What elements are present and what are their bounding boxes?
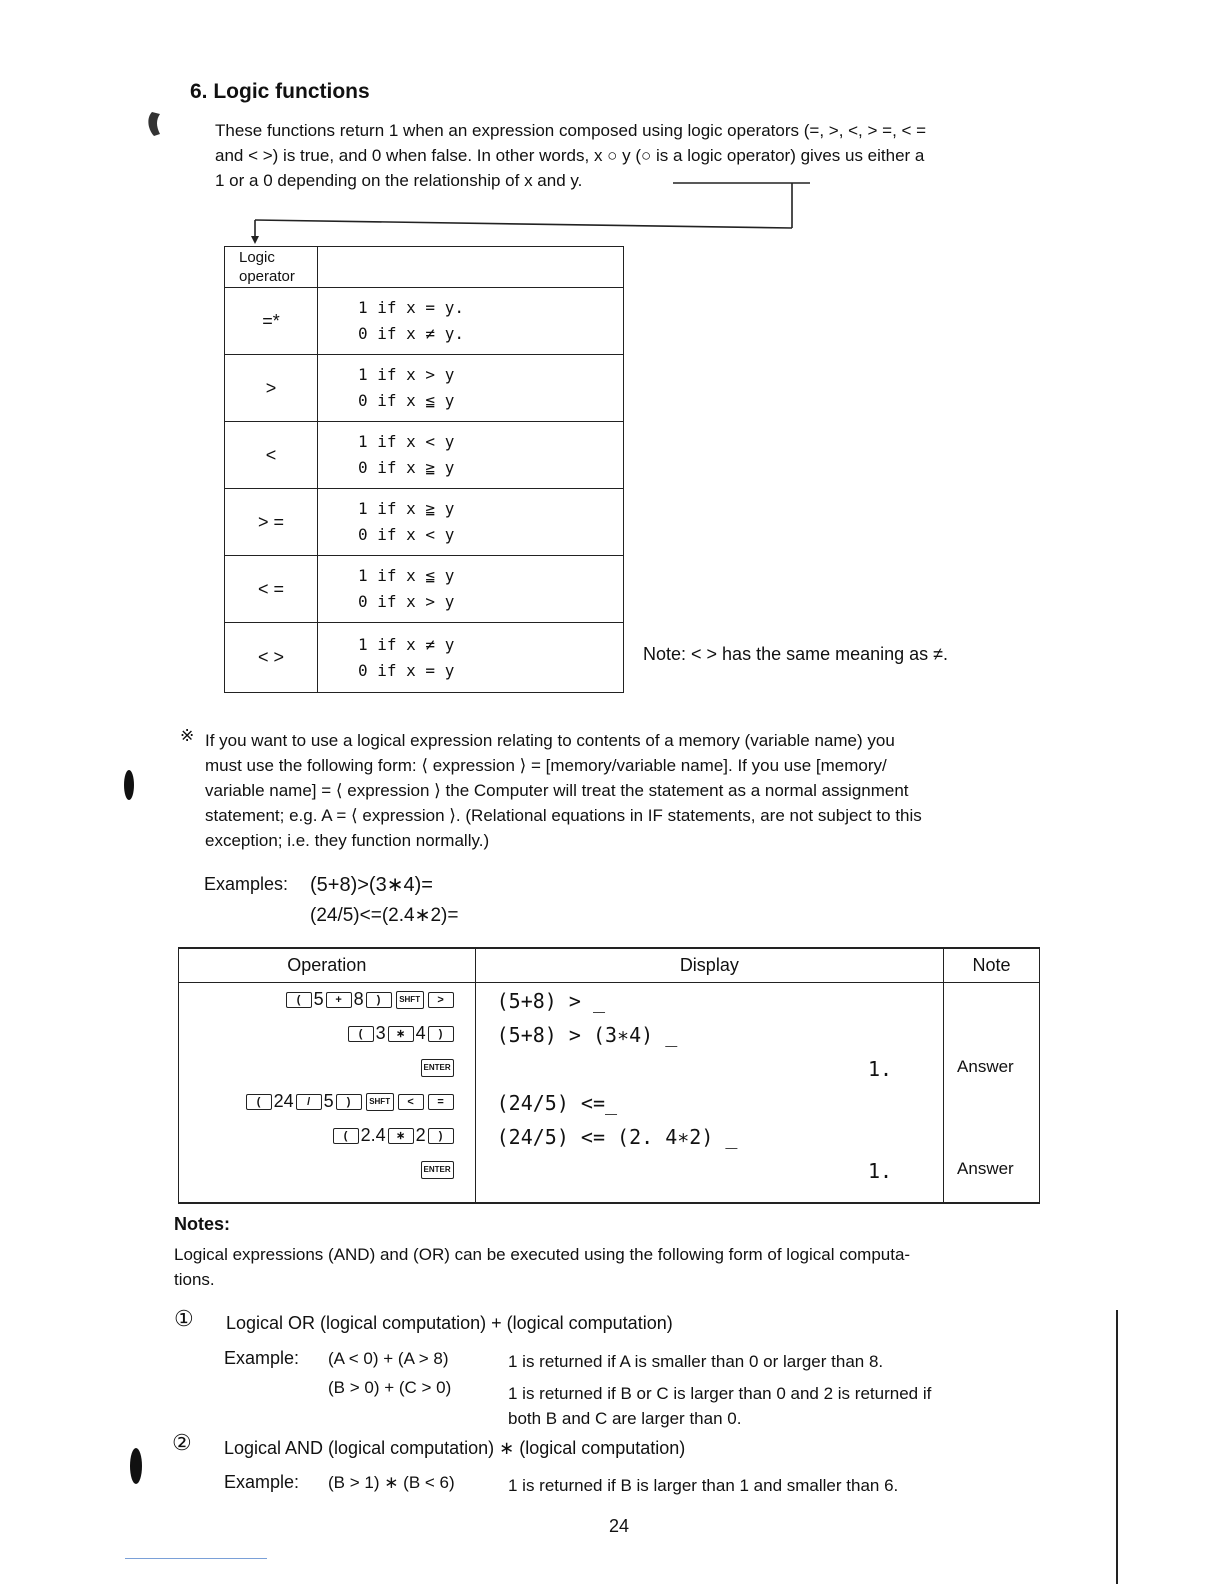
key-close-paren: ) — [428, 1128, 454, 1144]
key-open-paren: ( — [246, 1094, 272, 1110]
note-line: exception; i.e. they function normally.) — [205, 831, 490, 850]
key-shift: SHFT — [396, 991, 424, 1009]
desc-line: 1 is returned if B or C is larger than 0 and 2 is returned if — [508, 1384, 932, 1403]
header-operator-label: operator — [239, 268, 295, 285]
key-greater: > — [428, 992, 454, 1008]
table-row — [225, 623, 624, 693]
display-line: (5+8) > (3∗4) _ — [496, 1023, 678, 1047]
key-multiply: ∗ — [388, 1128, 414, 1144]
asterisk-mark: ※ — [180, 726, 195, 745]
item-1-example-1-expr: (A < 0) + (A > 8) — [328, 1349, 449, 1368]
logic-operator-table — [224, 246, 624, 693]
operator-cell: =* — [225, 288, 318, 355]
scan-blot — [130, 1448, 142, 1484]
section-title: 6. Logic functions — [190, 80, 370, 103]
intro-line-3: 1 or a 0 depending on the relationship of x and y. — [215, 171, 583, 190]
key-close-paren: ) — [366, 992, 392, 1008]
key-close-paren: ) — [428, 1026, 454, 1042]
item-2-example-desc: 1 is returned if B is larger than 1 and smaller than 6. — [508, 1476, 899, 1495]
definition-cell — [318, 556, 624, 623]
note-line: statement; e.g. A = ⟨ expression ⟩. (Relational equations in IF statements, are not subject to this — [205, 806, 922, 825]
header-note: Note — [944, 948, 1040, 983]
definition-cell — [318, 422, 624, 489]
key-close-paren: ) — [336, 1094, 362, 1110]
note-column — [944, 983, 1040, 1201]
key-shift: SHFT — [366, 1093, 394, 1111]
key-equals: = — [428, 1094, 454, 1110]
table-row — [225, 556, 624, 623]
notes-intro-line: tions. — [174, 1270, 215, 1289]
true-case: 1 if x ≧ y — [358, 499, 455, 518]
example-expression-1: (5+8)>(3∗4)= — [310, 874, 433, 896]
intro-line-1: These functions return 1 when an expression composed using logic operators (=, >, <, > =, < = — [215, 121, 927, 140]
keystroke-row — [180, 989, 474, 1023]
operator-cell: < > — [225, 623, 318, 693]
false-case: 0 if x < y — [358, 525, 455, 544]
key-open-paren: ( — [286, 992, 312, 1008]
example-operation-table — [178, 947, 1040, 1204]
definition-cell — [318, 355, 624, 422]
key-digit: 4 — [415, 1023, 426, 1043]
true-case: 1 if x > y — [358, 365, 455, 384]
item-2-title: Logical AND (logical computation) ∗ (logical computation) — [224, 1438, 686, 1458]
note-line: variable name] = ⟨ expression ⟩ the Computer will treat the statement as a normal assignment — [205, 781, 909, 800]
item-1-number: ① — [174, 1306, 194, 1331]
item-2-example-expr: (B > 1) ∗ (B < 6) — [328, 1473, 455, 1492]
key-digit: 3 — [375, 1023, 386, 1043]
scan-blot — [124, 770, 134, 800]
item-1-example-label: Example: — [224, 1348, 300, 1368]
key-plus: + — [326, 992, 352, 1008]
example-expression-2: (24/5)<=(2.4∗2)= — [310, 905, 459, 926]
note-cell — [945, 1125, 1038, 1159]
table-header-operator — [225, 247, 318, 288]
note-cell — [945, 1091, 1038, 1125]
true-case: 1 if x ≠ y — [358, 634, 455, 654]
note-cell: Answer — [957, 1159, 1014, 1178]
key-less: < — [398, 1094, 424, 1110]
operator-cell: < = — [225, 556, 318, 623]
scan-mark-top — [140, 100, 190, 150]
key-open-paren: ( — [348, 1026, 374, 1042]
false-case: 0 if x ≦ y — [358, 391, 455, 410]
operator-cell: > — [225, 355, 318, 422]
not-equal-note: Note: < > has the same meaning as ≠. — [643, 644, 949, 664]
table-row — [225, 355, 624, 422]
keystroke-row — [180, 1057, 474, 1091]
display-line: (24/5) <= (2. 4∗2) _ — [496, 1125, 738, 1149]
table-row — [225, 422, 624, 489]
key-divide: / — [296, 1094, 322, 1110]
definition-cell — [318, 489, 624, 556]
key-digit: 2 — [415, 1125, 426, 1145]
key-digit: 24 — [273, 1091, 294, 1111]
footer-rule — [125, 1558, 267, 1559]
display-result: 1. — [867, 1159, 893, 1183]
operator-cell: < — [225, 422, 318, 489]
keystroke-row — [180, 1023, 474, 1057]
operator-cell: > = — [225, 489, 318, 556]
keystroke-row — [180, 1159, 474, 1199]
key-digit: 8 — [353, 989, 364, 1009]
table-row — [225, 489, 624, 556]
false-case: 0 if x ≧ y — [358, 458, 455, 477]
notes-heading: Notes: — [174, 1214, 231, 1234]
note-cell: Answer — [957, 1057, 1014, 1076]
key-enter: ENTER — [421, 1059, 454, 1077]
header-display: Display — [475, 948, 943, 983]
item-2-example-label: Example: — [224, 1472, 300, 1492]
table-row — [225, 288, 624, 355]
header-operation: Operation — [179, 948, 476, 983]
true-case: 1 if x ≦ y — [358, 566, 455, 585]
note-cell — [945, 1023, 1038, 1057]
key-enter: ENTER — [421, 1161, 454, 1179]
table-header-blank — [318, 247, 624, 288]
operation-column — [179, 983, 476, 1201]
page-number: 24 — [609, 1516, 630, 1536]
item-1-example-1-desc: 1 is returned if A is smaller than 0 or larger than 8. — [508, 1352, 884, 1371]
definition-cell — [318, 623, 624, 693]
key-digit: 5 — [313, 989, 324, 1009]
item-1-example-2-desc — [508, 1381, 1048, 1431]
true-case: 1 if x = y. — [358, 298, 464, 317]
item-1-example-2-expr: (B > 0) + (C > 0) — [328, 1378, 452, 1397]
examples-label: Examples: — [204, 874, 289, 894]
key-digit: 2.4 — [360, 1125, 386, 1145]
note-line: If you want to use a logical expression relating to contents of a memory (variable name) you — [205, 731, 895, 750]
true-case: 1 if x < y — [358, 432, 455, 451]
scan-edge-line — [1116, 1310, 1118, 1584]
desc-line: both B and C are larger than 0. — [508, 1409, 742, 1428]
item-1-title: Logical OR (logical computation) + (logical computation) — [226, 1313, 673, 1333]
key-multiply: ∗ — [388, 1026, 414, 1042]
connector-arrow — [240, 180, 810, 250]
note-cell — [945, 989, 1038, 1023]
display-line: (24/5) <=_ — [496, 1091, 618, 1115]
asterisk-note — [205, 728, 1050, 853]
key-open-paren: ( — [333, 1128, 359, 1144]
keystroke-row — [180, 1125, 474, 1159]
display-column — [475, 983, 943, 1201]
item-2-number: ② — [172, 1430, 192, 1455]
false-case: 0 if x > y — [358, 592, 455, 611]
false-case: 0 if x ≠ y. — [358, 324, 464, 343]
display-line: (5+8) > _ — [496, 989, 606, 1013]
keystroke-row — [180, 1091, 474, 1125]
note-line: must use the following form: ⟨ expression ⟩ = [memory/variable name]. If you use [memory/ — [205, 756, 887, 775]
false-case: 0 if x = y — [358, 660, 455, 680]
display-result: 1. — [867, 1057, 893, 1081]
notes-intro-line: Logical expressions (AND) and (OR) can be executed using the following form of logical computa- — [174, 1245, 911, 1264]
notes-intro — [174, 1242, 1054, 1292]
header-logic-label: Logic — [239, 249, 275, 266]
definition-cell — [318, 288, 624, 355]
intro-line-2: and < >) is true, and 0 when false. In other words, x ○ y (○ is a logic operator) gives us either a — [215, 146, 925, 165]
key-digit: 5 — [323, 1091, 334, 1111]
